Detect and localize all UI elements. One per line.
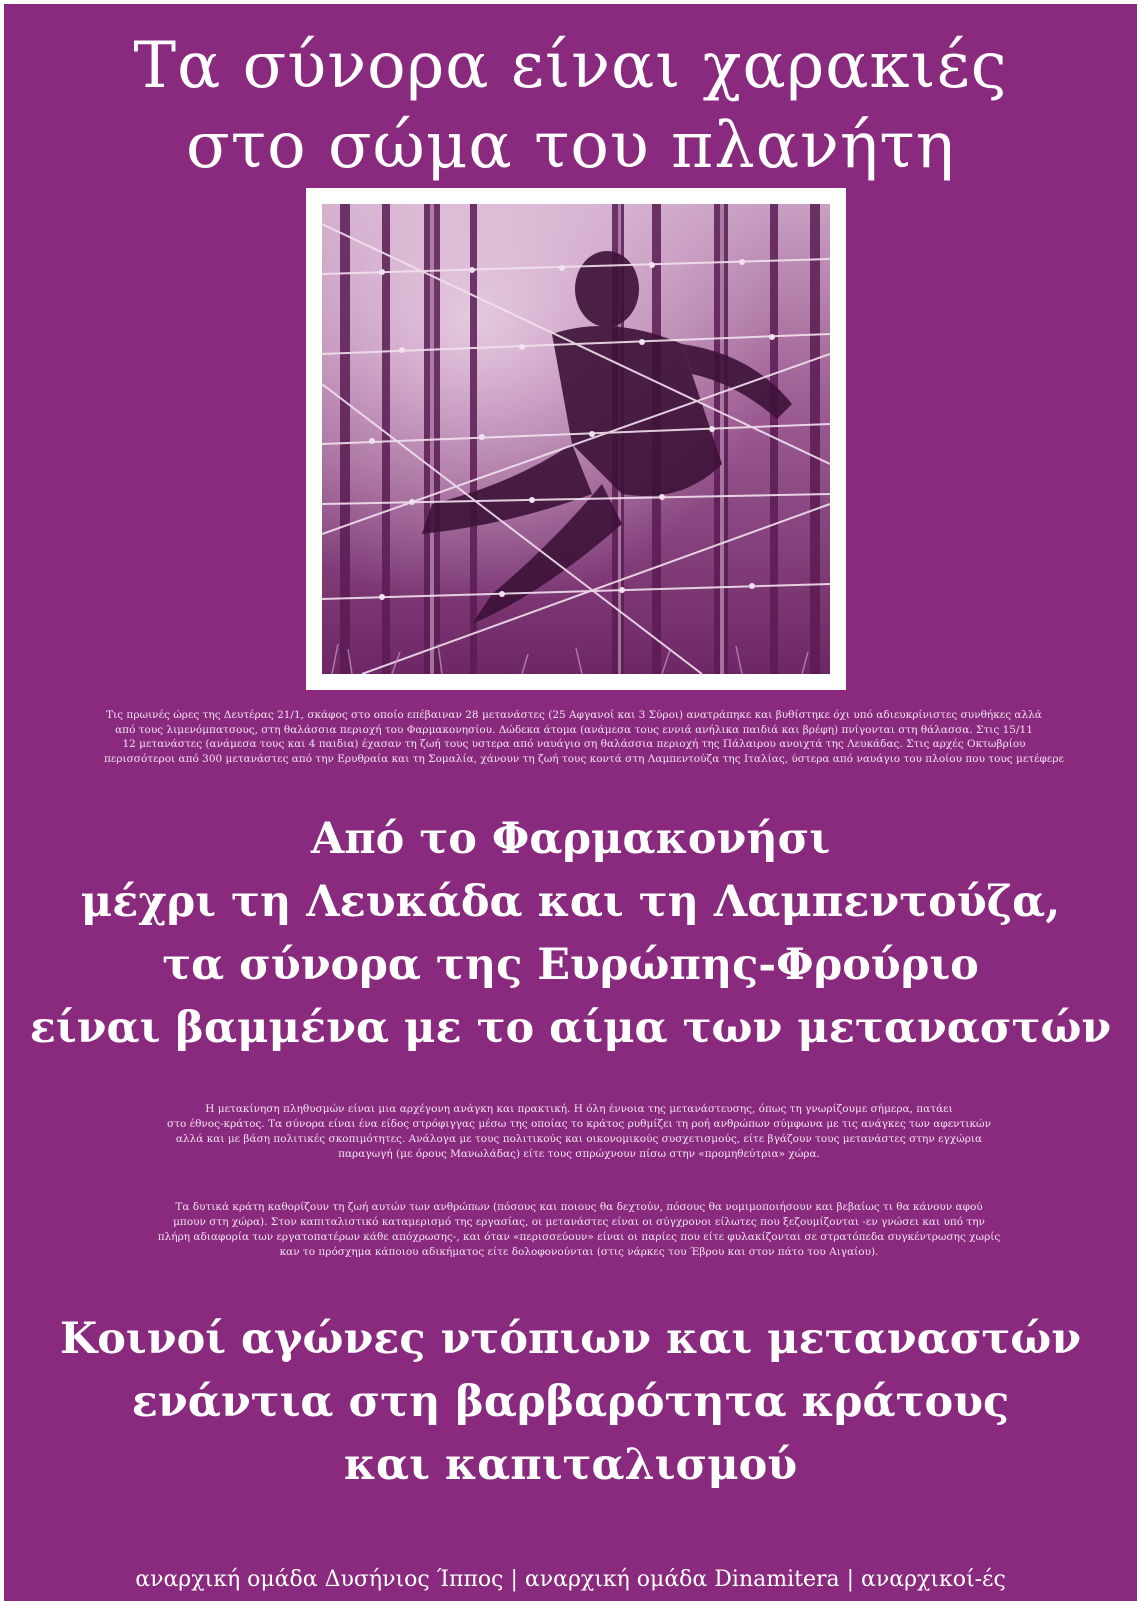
slogan <box>4 1308 1137 1497</box>
paragraph-line: πλήρη αδιαφορία των εργατοπατέρων κάθε απόχρωσης-, και όταν «περισσεύουν» είναι οι παρίες που είτε φυλακίζονται σε στρατόπεδα συγκέντρωσης χωρίς <box>157 1231 1001 1243</box>
body-paragraph-2 <box>114 1200 1044 1260</box>
paragraph-line: μπουν στη χώρα). Στον καπιταλιστικό καταμερισμό της εργασίας, οι μετανάστες είναι οι σύγχρονοι είλωτες που ξεζουμίζονται -εν γνώσει και υπό την <box>173 1216 985 1228</box>
headline-line: μέχρι τη Λευκάδα και τη Λαμπεντούζα, <box>80 877 1061 927</box>
poster-title <box>4 26 1137 186</box>
headline <box>4 808 1137 1060</box>
incident-caption <box>104 708 1064 766</box>
headline-line: Από το Φαρμακονήσι <box>310 814 831 864</box>
title-line-2: στο σώμα του πλανήτη <box>185 109 956 183</box>
poster <box>4 4 1137 1601</box>
title-line-1: Τα σύνορα είναι χαρακιές <box>133 29 1008 103</box>
slogan-line: ενάντια στη βαρβαρότητα κράτους <box>131 1377 1010 1427</box>
paragraph-line: Τα δυτικά κράτη καθορίζουν τη ζωή αυτών των ανθρώπων (πόσους και ποιους θα δεχτούν, πόσους θα νομιμοποιήσουν και βεβαίως τι θα κάνουν αφού <box>175 1201 983 1213</box>
signatories-footer: αναρχική ομάδα Δυσήνιος Ίππος | αναρχική ομάδα Dinamitera | αναρχικοί-ές <box>135 1567 1006 1592</box>
caption-line: Τις πρωινές ώρες της Δευτέρας 21/1, σκάφος στο οποίο επέβαιναν 28 μετανάστες (25 Αφγανοί και 3 Σύροι) ανατράπηκε και βυθίστηκε όχι υπό αδιευκρίνιστες συνθήκες αλλά <box>106 709 1042 721</box>
caption-line: 12 μετανάστες (ανάμεσα τους και 4 παιδια) έχασαν τη ζωή τους υστερα από ναυάγιο ση θαλάσσια περιοχή της Πάλαιρου ανοιχτά της Λευκάδας. Στις αρχές Οκτωβρίου <box>122 738 1026 750</box>
paragraph-line: στο έθνος-κράτος. Τα σύνορα είναι ένα είδος στρόφιγγας μέσω της οποίας το κράτος ρυθμίζει τη ροή ανθρώπων σύμφωνα με τις ανάγκες των αφεντικών <box>167 1118 991 1130</box>
barbed-wire-illustration <box>322 204 830 674</box>
slogan-line: Κοινοί αγώνες ντόπιων και μεταναστών <box>59 1314 1082 1364</box>
paragraph-line: καν το πρόσχημα κάποιου αδικήματος είτε δολοφονούνται (στις νάρκες του Έβρου και στον πάτο του Αιγαίου). <box>279 1246 879 1258</box>
headline-line: τα σύνορα της Ευρώπης-Φρούριο <box>162 940 979 990</box>
headline-line: είναι βαμμένα με το αίμα των μεταναστών <box>29 1003 1112 1053</box>
paragraph-line: παραγωγή (με όρους Μανωλάδας) είτε τους σπρώχνουν πίσω στην «προμηθεύτρια» χώρα. <box>338 1148 820 1160</box>
caption-line: περισσότεροι από 300 μετανάστες από την Ερυθραία και τη Σομαλία, χάνουν τη ζωή τους κοντά στη Λαμπεντούζα της Ιταλίας, ύστερα από ναυάγιο του πλοίου που τους μετέφερε <box>104 752 1064 765</box>
slogan-line: και καπιταλισμού <box>343 1440 798 1490</box>
paragraph-line: αλλά και με βάση πολιτικές σκοπιμότητες. Ανάλογα με τους πολιτικούς και οικονομικούς συσχετισμούς, είτε βγάζουν τους μετανάστες στην εγχώρια <box>175 1133 983 1145</box>
barbed-wire-photo <box>322 204 830 674</box>
caption-line: από τους λιμενόμπατσους, στη θαλάσσια περιοχή του Φαρμακονησίου. Δώδεκα άτομα (ανάμεσα τους εννιά ανήλικα παιδιά και βρέφη) πνίγονται στη θάλασσα. Στις 15/11 <box>115 723 1033 736</box>
body-paragraph-1 <box>114 1102 1044 1162</box>
photo-frame <box>306 188 846 690</box>
paragraph-line: Η μετακίνηση πληθυσμών είναι μια αρχέγονη ανάγκη και πρακτική. Η όλη έννοια της μετανάστευσης, όπως τη γνωρίζουμε σήμερα, πατάει <box>205 1103 953 1115</box>
